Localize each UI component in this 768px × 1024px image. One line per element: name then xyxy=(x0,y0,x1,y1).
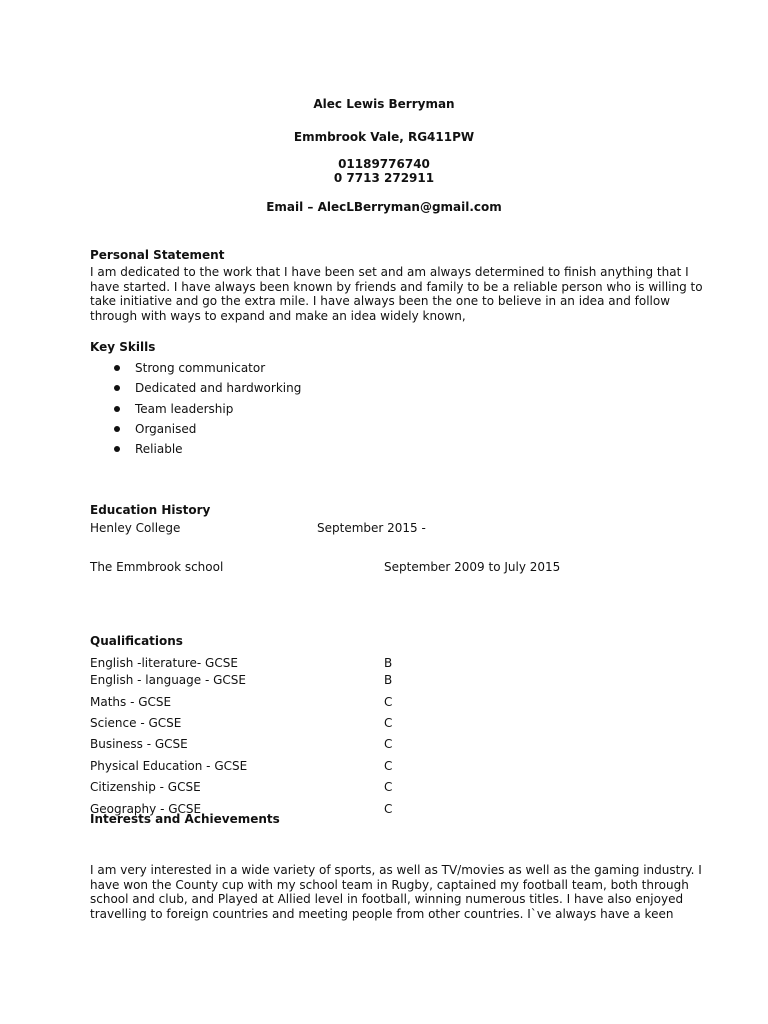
qualification-grade: C xyxy=(384,716,393,730)
school-name: Henley College xyxy=(90,521,181,535)
phone-landline: 01189776740 xyxy=(338,157,430,171)
bullet-icon xyxy=(114,426,120,432)
list-item xyxy=(90,441,301,461)
qualifications-heading: Qualifications xyxy=(90,634,183,648)
personal-statement-heading: Personal Statement xyxy=(90,248,225,262)
qualification-subject: Physical Education - GCSE xyxy=(90,759,248,773)
education-dates: September 2009 to July 2015 xyxy=(384,560,561,574)
key-skills-heading: Key Skills xyxy=(90,340,156,354)
qualification-grade: C xyxy=(384,759,393,773)
bullet-icon xyxy=(114,385,120,391)
list-item xyxy=(90,401,301,421)
qualification-subject: Business - GCSE xyxy=(90,737,188,751)
qualification-subject: Geography - GCSE xyxy=(90,802,202,816)
education-row xyxy=(90,521,180,535)
statement-line: through with ways to expand and make an idea widely known, xyxy=(90,308,466,323)
statement-line: I am dedicated to the work that I have been set and am always determined to finish anything that I xyxy=(90,265,689,279)
statement-line: have started. I have always been known by friends and family to be a reliable person who is willing to xyxy=(90,279,703,294)
skill-label: Team leadership xyxy=(135,401,234,416)
qualification-subject: Citizenship - GCSE xyxy=(90,780,201,794)
interests-line: school and club, and Played at Allied level in football, winning numerous titles. I have also enjoyed xyxy=(90,892,684,906)
interests-heading: Interests and Achievements xyxy=(90,812,280,826)
bullet-icon xyxy=(114,406,120,412)
qualification-grade: C xyxy=(384,802,393,816)
applicant-address: Emmbrook Vale, RG411PW xyxy=(293,130,475,144)
bullet-icon xyxy=(114,365,120,371)
bullet-icon xyxy=(114,446,120,452)
list-item xyxy=(90,380,301,400)
qualification-grade: B xyxy=(384,673,393,687)
qualification-grade: C xyxy=(384,780,393,794)
qualification-subject: Science - GCSE xyxy=(90,716,182,730)
qualification-grade: B xyxy=(384,656,393,670)
key-skills-list xyxy=(90,360,301,461)
interests-line: have won the County cup with my school team in Rugby, captained my football team, both through xyxy=(90,877,689,892)
qualification-grade: C xyxy=(384,695,393,709)
qualification-subject: Maths - GCSE xyxy=(90,695,172,709)
school-name: The Emmbrook school xyxy=(90,560,224,574)
phone-mobile: 0 7713 272911 xyxy=(333,171,435,185)
statement-line: take initiative and go the extra mile. I have always been the one to believe in an idea and follow xyxy=(90,294,671,308)
skill-label: Dedicated and hardworking xyxy=(135,381,302,396)
skill-label: Reliable xyxy=(135,442,183,457)
qualification-subject: English -literature- GCSE xyxy=(90,656,238,670)
skill-label: Strong communicator xyxy=(135,361,266,375)
education-dates: September 2015 - xyxy=(317,521,426,535)
applicant-name: Alec Lewis Berryman xyxy=(313,97,455,111)
list-item xyxy=(90,360,301,380)
qualification-subject: English - language - GCSE xyxy=(90,673,246,687)
list-item xyxy=(90,421,301,441)
interests-line: I am very interested in a wide variety of sports, as well as TV/movies as well as the gaming industry. I xyxy=(90,863,702,877)
email-line: Email – AlecLBerryman@gmail.com xyxy=(266,200,502,214)
personal-statement-text xyxy=(90,265,703,323)
interests-line: travelling to foreign countries and meeting people from other countries. I`ve always have a keen xyxy=(90,906,674,921)
qualification-grade: C xyxy=(384,737,393,751)
education-heading: Education History xyxy=(90,503,211,517)
skill-label: Organised xyxy=(135,421,197,436)
education-row xyxy=(90,560,223,574)
interests-text xyxy=(90,863,702,921)
